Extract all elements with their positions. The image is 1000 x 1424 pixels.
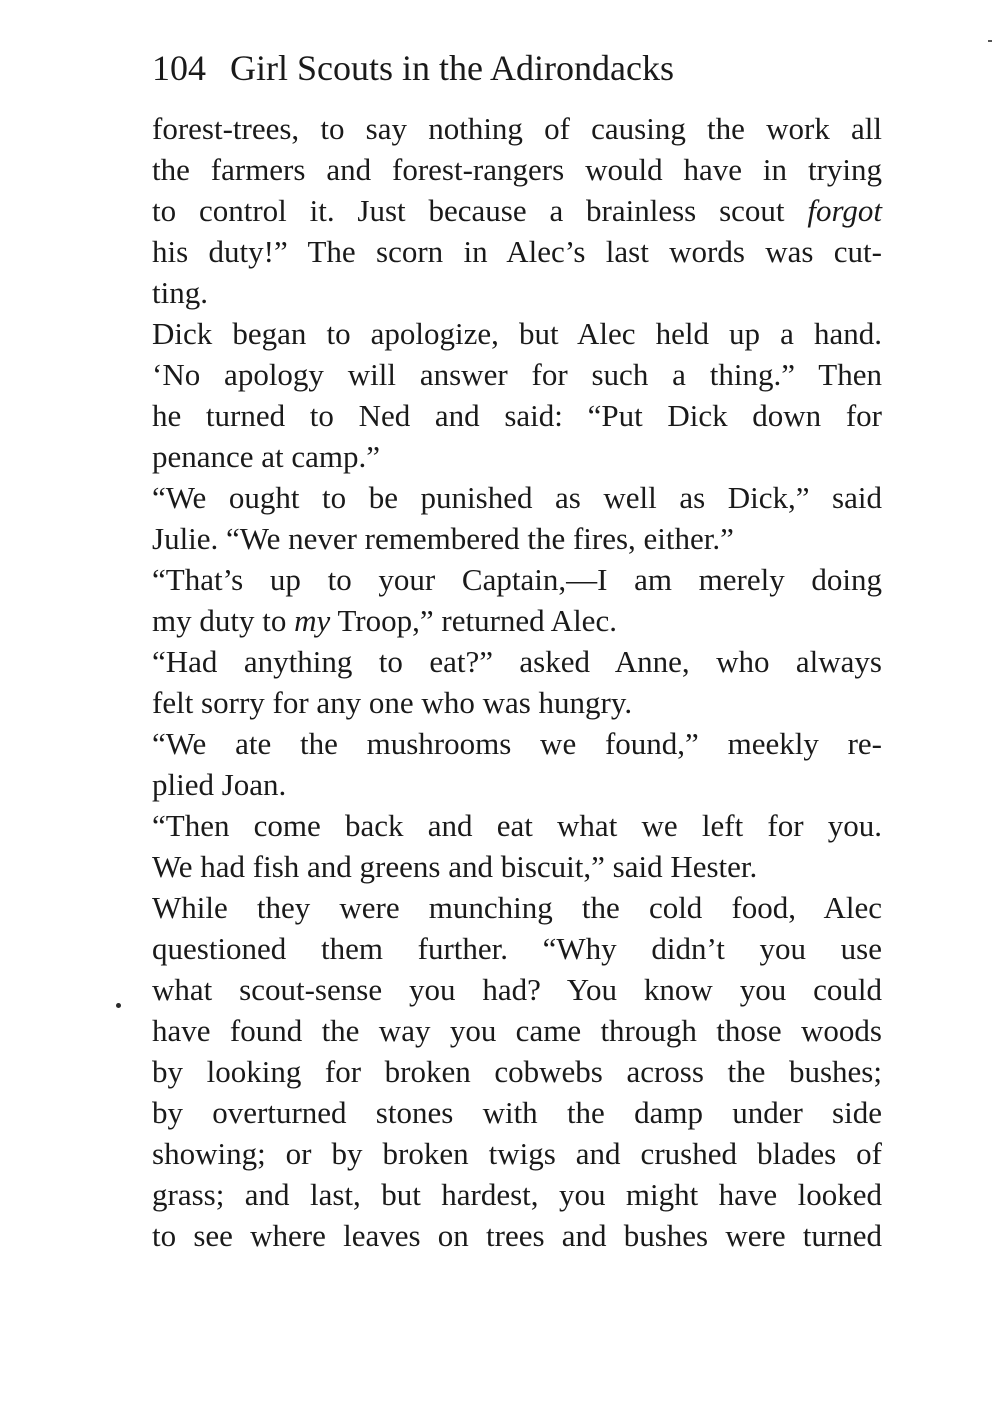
text-line: what scout-sense you had? You know you could <box>152 972 882 1007</box>
scan-speck <box>116 1003 121 1008</box>
text-line: he turned to Ned and said: “Put Dick down for <box>152 398 882 433</box>
text-run: my duty to <box>152 603 295 638</box>
text-line: “Had anything to eat?” asked Anne, who always <box>152 644 882 679</box>
text-line: penance at camp.” <box>152 439 381 474</box>
text-run: to control it. Just because a brainless scout <box>152 193 808 228</box>
text-line: “Then come back and eat what we left for you. <box>152 808 882 843</box>
text-line <box>152 600 882 641</box>
text-line: by overturned stones with the damp under side <box>152 1095 882 1130</box>
text-line: ting. <box>152 275 208 310</box>
text-line: “We ought to be punished as well as Dick,” said <box>152 480 882 515</box>
text-line: grass; and last, but hardest, you might have looked <box>152 1177 882 1212</box>
text-line: by looking for broken cobwebs across the bushes; <box>152 1054 882 1089</box>
scan-speck <box>988 40 992 42</box>
text-line: “We ate the mushrooms we found,” meekly re- <box>152 726 882 761</box>
running-header <box>152 38 912 98</box>
text-line: to see where leaves on trees and bushes were turned <box>152 1218 882 1253</box>
text-line: have found the way you came through those woods <box>152 1013 882 1048</box>
text-line: “That’s up to your Captain,—I am merely doing <box>152 562 882 597</box>
italic-word: forgot <box>807 193 882 228</box>
page-number: 104 <box>152 48 206 88</box>
text-line: showing; or by broken twigs and crushed blades of <box>152 1136 882 1171</box>
text-line <box>152 190 882 231</box>
text-line: We had fish and greens and biscuit,” said Hester. <box>152 849 758 884</box>
text-line: his duty!” The scorn in Alec’s last words was cut- <box>152 234 882 269</box>
text-line: Dick began to apologize, but Alec held up a hand. <box>152 316 882 351</box>
running-title: Girl Scouts in the Adirondacks <box>230 48 674 88</box>
text-line: forest-trees, to say nothing of causing the work all <box>152 111 882 146</box>
text-line: Julie. “We never remembered the fires, either.” <box>152 521 734 556</box>
text-line: questioned them further. “Why didn’t you use <box>152 931 882 966</box>
text-line: plied Joan. <box>152 767 287 802</box>
page-body <box>152 108 882 1256</box>
italic-word: my <box>294 603 331 638</box>
text-line: the farmers and forest-rangers would have in trying <box>152 152 882 187</box>
text-run: Troop,” returned Alec. <box>330 603 617 638</box>
text-line: ‘No apology will answer for such a thing.” Then <box>152 357 882 392</box>
text-line: felt sorry for any one who was hungry. <box>152 685 633 720</box>
text-line: While they were munching the cold food, Alec <box>152 890 882 925</box>
